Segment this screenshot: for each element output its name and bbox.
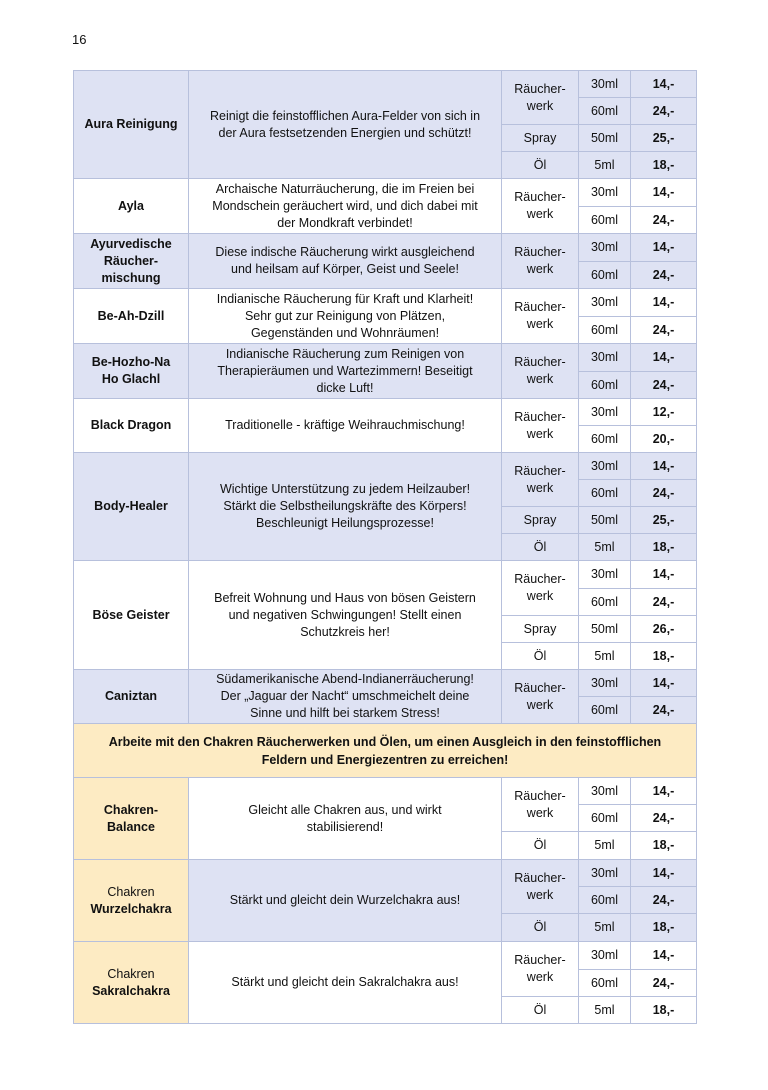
product-price: 14,- xyxy=(631,179,697,207)
product-type xyxy=(502,453,579,507)
text-line: Sehr gut zur Reinigung von Plätzen, xyxy=(244,308,446,323)
text-line: Chakren xyxy=(107,966,155,981)
product-name xyxy=(74,860,189,942)
product-name xyxy=(74,289,189,344)
product-price: 14,- xyxy=(631,860,697,887)
product-price: 14,- xyxy=(631,234,697,262)
text-line: Öl xyxy=(533,1002,547,1017)
text-line: Balance xyxy=(107,819,155,834)
text-line: und negativen Schwingungen! Stellt einen xyxy=(228,607,462,622)
product-size: 5ml xyxy=(579,534,631,561)
product-size: 60ml xyxy=(579,697,631,724)
product-row xyxy=(74,453,697,480)
text-line: Ayla xyxy=(118,198,144,213)
text-line: werk xyxy=(526,589,554,603)
text-line: Indianische Räucherung zum Reinigen von xyxy=(225,346,465,361)
product-type xyxy=(502,561,579,616)
text-line: Caniztan xyxy=(104,689,158,703)
product-description xyxy=(189,778,502,860)
product-size: 30ml xyxy=(579,561,631,589)
text-line: Sinne und hilft bei starkem Stress! xyxy=(250,706,440,720)
text-line: der Mondkraft verbindet! xyxy=(277,215,413,230)
product-size: 5ml xyxy=(579,914,631,942)
chakra-banner-row xyxy=(74,724,697,778)
product-size: 60ml xyxy=(579,262,631,289)
product-size: 5ml xyxy=(579,643,631,670)
text-line: mischung xyxy=(101,270,161,285)
product-price: 25,- xyxy=(631,125,697,152)
text-line: Öl xyxy=(533,838,547,852)
product-row xyxy=(74,234,697,262)
product-price: 24,- xyxy=(631,372,697,399)
product-row xyxy=(74,670,697,697)
text-line: Räucher- xyxy=(514,245,566,259)
product-type xyxy=(502,643,579,670)
product-description xyxy=(189,344,502,399)
product-description xyxy=(189,71,502,179)
product-size: 30ml xyxy=(579,289,631,317)
product-price: 18,- xyxy=(631,997,697,1024)
product-size: 60ml xyxy=(579,589,631,616)
product-price: 24,- xyxy=(631,887,697,914)
product-price: 18,- xyxy=(631,643,697,670)
text-line: Öl xyxy=(533,920,547,934)
product-type xyxy=(502,942,579,997)
product-type xyxy=(502,179,579,234)
text-line: Befreit Wohnung und Haus von bösen Geistern xyxy=(214,590,476,605)
text-line: werk xyxy=(526,805,554,820)
product-type xyxy=(502,997,579,1024)
product-size: 60ml xyxy=(579,426,631,453)
product-price: 14,- xyxy=(631,71,697,98)
text-line: Schutzkreis her! xyxy=(300,624,390,639)
product-price: 24,- xyxy=(631,317,697,344)
product-size: 30ml xyxy=(579,399,631,426)
product-size: 50ml xyxy=(579,616,631,643)
text-line: Gleicht alle Chakren aus, und wirkt xyxy=(248,802,442,817)
product-type xyxy=(502,344,579,399)
product-type xyxy=(502,534,579,561)
product-row xyxy=(74,399,697,426)
product-size: 60ml xyxy=(579,98,631,125)
product-name xyxy=(74,344,189,399)
product-type xyxy=(502,914,579,942)
text-line: Südamerikanische Abend-Indianerräucherung! xyxy=(216,672,474,686)
text-line: Ayurvedische xyxy=(90,236,172,251)
product-price: 26,- xyxy=(631,616,697,643)
product-price: 24,- xyxy=(631,805,697,832)
product-row xyxy=(74,860,697,887)
product-type xyxy=(502,832,579,860)
product-size: 60ml xyxy=(579,317,631,344)
product-row xyxy=(74,942,697,970)
text-line: Chakren- xyxy=(103,802,159,817)
product-size: 60ml xyxy=(579,207,631,234)
product-row xyxy=(74,71,697,98)
text-line: Aura Reinigung xyxy=(84,117,178,131)
product-price: 24,- xyxy=(631,262,697,289)
product-size: 60ml xyxy=(579,805,631,832)
product-name xyxy=(74,71,189,179)
product-size: 5ml xyxy=(579,997,631,1024)
text-line: werk xyxy=(526,262,554,276)
text-line: werk xyxy=(526,970,554,984)
text-line: Räucher- xyxy=(514,788,566,803)
text-line: werk xyxy=(526,887,554,902)
product-size: 30ml xyxy=(579,860,631,887)
text-line: Be-Ah-Dzill xyxy=(97,308,165,323)
text-line: werk xyxy=(526,426,554,441)
product-size: 30ml xyxy=(579,670,631,697)
product-type xyxy=(502,778,579,832)
product-type xyxy=(502,289,579,344)
product-size: 30ml xyxy=(579,234,631,262)
page-number: 16 xyxy=(72,32,87,47)
price-table xyxy=(73,70,697,1024)
product-description xyxy=(189,179,502,234)
product-price: 24,- xyxy=(631,480,697,507)
text-line: Chakren xyxy=(107,884,155,899)
product-size: 60ml xyxy=(579,970,631,997)
product-description xyxy=(189,234,502,289)
product-row xyxy=(74,344,697,372)
text-line: Öl xyxy=(533,157,547,172)
product-name xyxy=(74,670,189,724)
text-line: Gegenständen und Wohnräumen! xyxy=(250,325,440,340)
text-line: Räucher- xyxy=(514,355,566,369)
product-name xyxy=(74,234,189,289)
product-price: 24,- xyxy=(631,98,697,125)
product-description xyxy=(189,289,502,344)
text-line: werk xyxy=(526,480,554,495)
product-size: 30ml xyxy=(579,453,631,480)
product-size: 5ml xyxy=(579,152,631,179)
text-line: Der „Jaguar der Nacht“ umschmeichelt deine xyxy=(220,689,470,703)
text-line: Archaische Naturräucherung, die im Freien bei xyxy=(215,181,475,196)
text-line: Räucher- xyxy=(514,81,566,96)
product-type xyxy=(502,670,579,724)
text-line: Body-Healer xyxy=(94,499,168,513)
text-line: Diese indische Räucherung wirkt ausgleichend xyxy=(215,245,475,259)
product-type xyxy=(502,234,579,289)
text-line: Black Dragon xyxy=(90,418,172,432)
product-name xyxy=(74,942,189,1024)
text-line: Spray xyxy=(523,621,557,636)
text-line: Räucher- xyxy=(514,190,566,204)
product-price: 18,- xyxy=(631,914,697,942)
product-row xyxy=(74,179,697,207)
text-line: Spray xyxy=(523,130,557,145)
chakra-banner: Arbeite mit den Chakren Räucherwerken und Ölen, um einen Ausgleich in den feinstofflichen Feldern und Energiezentren zu erreichen! xyxy=(74,724,697,778)
product-price: 24,- xyxy=(631,589,697,616)
text-line: Räucher- xyxy=(514,870,566,885)
text-line: der Aura festsetzenden Energien und schützt! xyxy=(218,125,472,140)
product-size: 30ml xyxy=(579,71,631,98)
text-line: Mondschein geräuchert wird, und dich dabei mit xyxy=(212,198,478,213)
product-row xyxy=(74,778,697,805)
text-line: dicke Luft! xyxy=(316,380,374,395)
text-line: Stärkt und gleicht dein Wurzelchakra aus! xyxy=(229,893,461,907)
product-price: 14,- xyxy=(631,670,697,697)
product-name xyxy=(74,561,189,670)
product-price: 14,- xyxy=(631,778,697,805)
product-price: 14,- xyxy=(631,453,697,480)
product-name xyxy=(74,179,189,234)
product-size: 60ml xyxy=(579,480,631,507)
text-line: Indianische Räucherung für Kraft und Klarheit! xyxy=(216,291,474,306)
text-line: Ho Glachl xyxy=(101,372,161,386)
product-description xyxy=(189,942,502,1024)
product-type xyxy=(502,152,579,179)
product-price: 12,- xyxy=(631,399,697,426)
product-size: 30ml xyxy=(579,344,631,372)
product-row xyxy=(74,561,697,589)
text-line: Räucher- xyxy=(514,300,566,314)
product-price: 18,- xyxy=(631,152,697,179)
product-size: 50ml xyxy=(579,507,631,534)
product-size: 30ml xyxy=(579,179,631,207)
product-price: 18,- xyxy=(631,832,697,860)
product-name xyxy=(74,778,189,860)
text-line: werk xyxy=(526,372,554,386)
text-line: Wurzelchakra xyxy=(90,901,172,916)
text-line: Be-Hozho-Na xyxy=(91,355,171,369)
product-name xyxy=(74,399,189,453)
text-line: Räucher- xyxy=(103,253,159,268)
product-description xyxy=(189,399,502,453)
text-line: Stärkt die Selbstheilungskräfte des Körpers! xyxy=(223,499,467,513)
product-type xyxy=(502,399,579,453)
product-size: 50ml xyxy=(579,125,631,152)
product-description xyxy=(189,670,502,724)
text-line: Räucher- xyxy=(514,409,566,424)
product-price: 25,- xyxy=(631,507,697,534)
text-line: stabilisierend! xyxy=(306,819,384,834)
text-line: Spray xyxy=(523,512,557,527)
product-size: 5ml xyxy=(579,832,631,860)
product-row xyxy=(74,289,697,317)
text-line: Reinigt die feinstofflichen Aura-Felder von sich in xyxy=(209,108,481,123)
text-line: werk xyxy=(526,98,554,113)
product-size: 60ml xyxy=(579,372,631,399)
product-name xyxy=(74,453,189,561)
product-type xyxy=(502,507,579,534)
text-line: werk xyxy=(526,317,554,331)
product-price: 14,- xyxy=(631,942,697,970)
product-type xyxy=(502,616,579,643)
text-line: werk xyxy=(526,697,554,712)
text-line: Räucher- xyxy=(514,463,566,478)
product-size: 60ml xyxy=(579,887,631,914)
product-type xyxy=(502,125,579,152)
product-price: 24,- xyxy=(631,970,697,997)
text-line: Öl xyxy=(533,648,547,663)
product-price: 18,- xyxy=(631,534,697,561)
product-price: 24,- xyxy=(631,697,697,724)
product-size: 30ml xyxy=(579,942,631,970)
product-description xyxy=(189,860,502,942)
product-price: 24,- xyxy=(631,207,697,234)
text-line: Öl xyxy=(533,539,547,554)
text-line: Räucher- xyxy=(514,572,566,586)
product-price: 14,- xyxy=(631,344,697,372)
text-line: Stärkt und gleicht dein Sakralchakra aus! xyxy=(231,975,459,989)
product-type xyxy=(502,71,579,125)
text-line: Böse Geister xyxy=(92,607,170,622)
text-line: und heilsam auf Körper, Geist und Seele! xyxy=(231,262,459,276)
text-line: Sakralchakra xyxy=(92,983,170,998)
product-description xyxy=(189,561,502,670)
product-description xyxy=(189,453,502,561)
product-price: 14,- xyxy=(631,561,697,589)
text-line: Traditionelle - kräftige Weihrauchmischung! xyxy=(225,418,465,432)
text-line: Beschleunigt Heilungsprozesse! xyxy=(256,516,434,530)
product-price: 14,- xyxy=(631,289,697,317)
product-price: 20,- xyxy=(631,426,697,453)
text-line: werk xyxy=(526,207,554,221)
text-line: Wichtige Unterstützung zu jedem Heilzauber! xyxy=(219,482,471,496)
text-line: Therapieräumen und Wartezimmern! Beseitigt xyxy=(217,363,473,378)
product-size: 30ml xyxy=(579,778,631,805)
text-line: Räucher- xyxy=(514,680,566,695)
text-line: Räucher- xyxy=(514,953,566,967)
product-type xyxy=(502,860,579,914)
